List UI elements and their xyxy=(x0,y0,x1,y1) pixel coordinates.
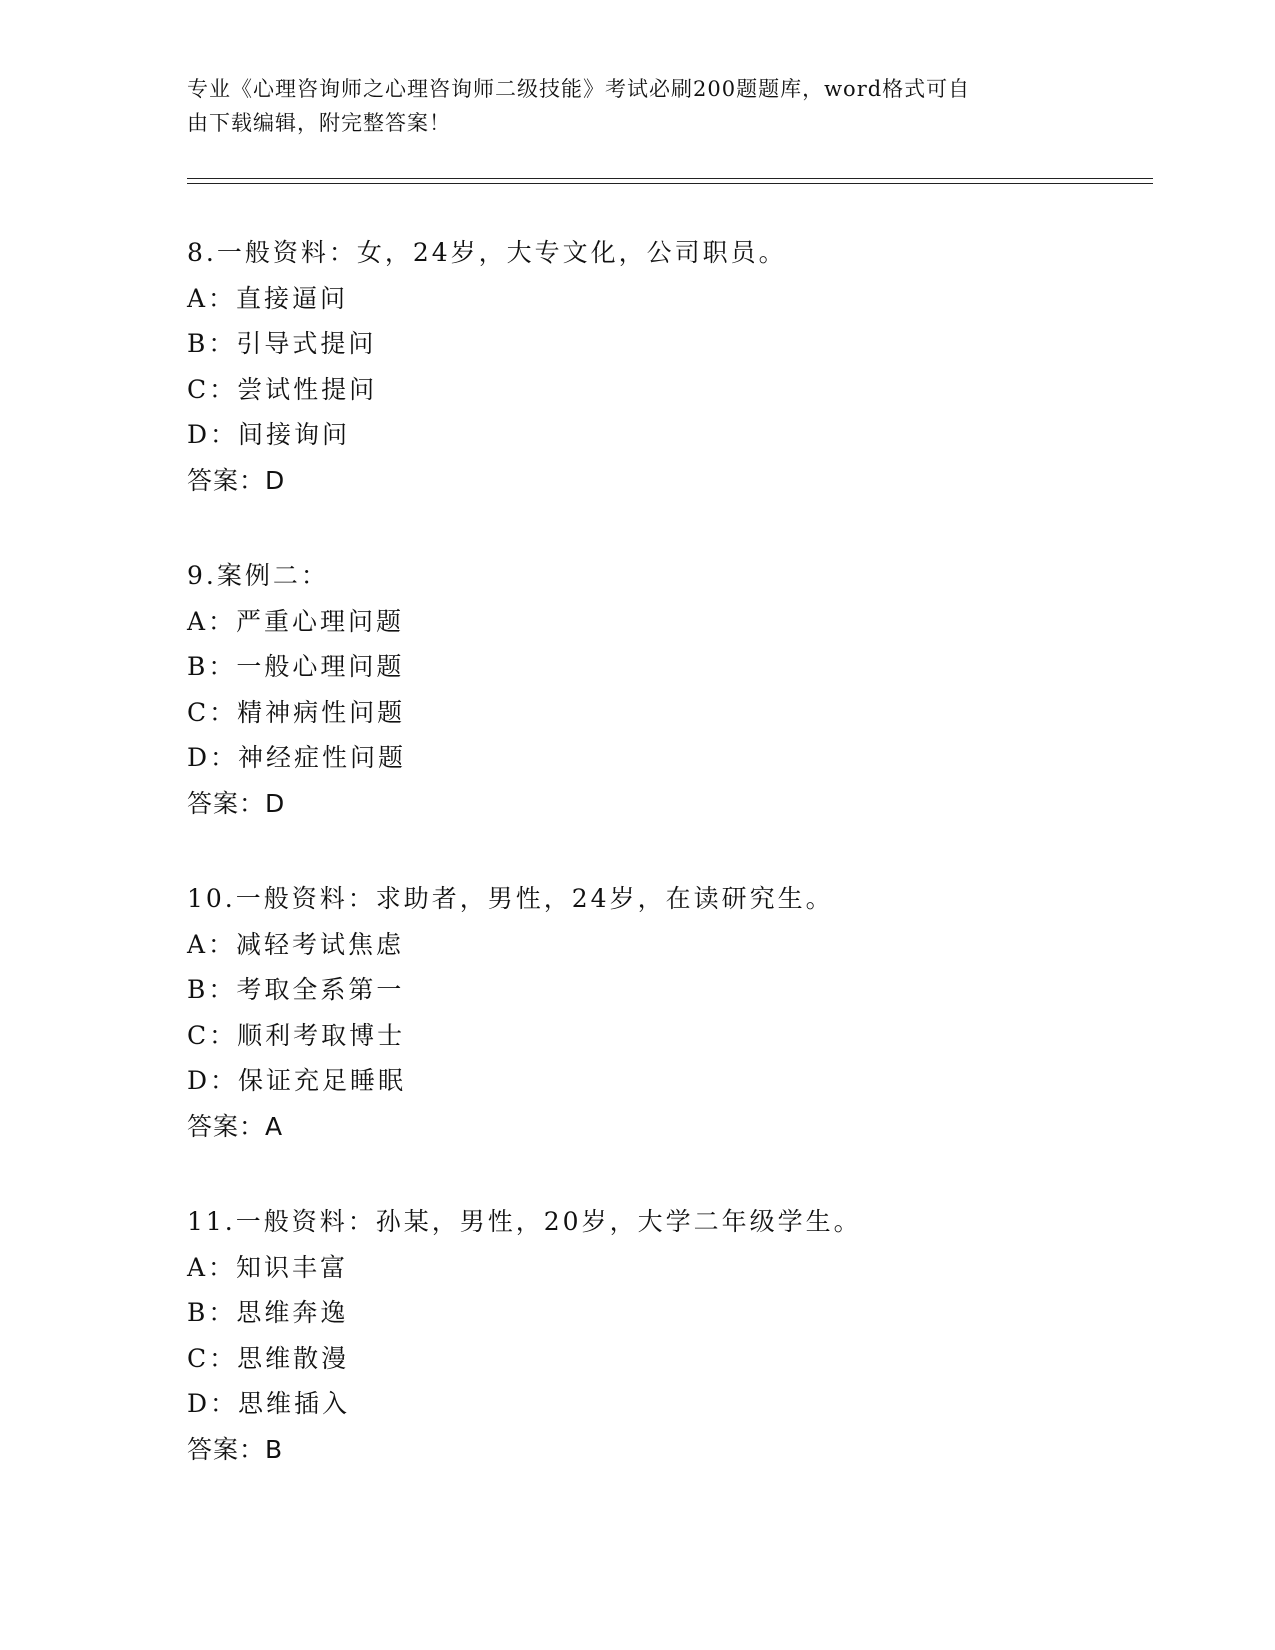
question-list xyxy=(187,230,1147,1522)
header-divider-top xyxy=(187,178,1153,179)
option-a: A：知识丰富 xyxy=(187,1252,349,1282)
option-a: A：严重心理问题 xyxy=(187,606,405,636)
option-c: C：顺利考取博士 xyxy=(187,1020,406,1050)
answer-line: 答案：B xyxy=(187,1434,284,1464)
question-10 xyxy=(187,876,1147,1149)
option-b: B：思维奔逸 xyxy=(187,1298,349,1327)
answer-line: 答案：D xyxy=(187,788,286,818)
header-line-2: 由下载编辑，附完整答案！ xyxy=(187,111,451,135)
question-9 xyxy=(187,553,1147,826)
option-d: D：思维插入 xyxy=(187,1389,351,1418)
question-11 xyxy=(187,1199,1147,1472)
answer-line: 答案：A xyxy=(187,1111,284,1141)
question-stem: 11.一般资料：孙某，男性，20岁，大学二年级学生。 xyxy=(187,1207,862,1236)
option-b: B：一般心理问题 xyxy=(187,652,405,681)
option-c: C：思维散漫 xyxy=(187,1343,350,1373)
option-c: C：尝试性提问 xyxy=(187,374,378,404)
header-line-1: 专业《心理咨询师之心理咨询师二级技能》考试必刷200题题库，word格式可自 xyxy=(187,77,971,101)
option-a: A：减轻考试焦虑 xyxy=(187,929,405,959)
option-b: B：引导式提问 xyxy=(187,329,377,358)
question-stem: 10.一般资料：求助者，男性，24岁，在读研究生。 xyxy=(187,884,834,913)
question-stem: 9.案例二： xyxy=(187,561,329,590)
option-a: A：直接逼问 xyxy=(187,283,349,313)
option-d: D：神经症性问题 xyxy=(187,743,407,772)
header-divider-bottom xyxy=(187,183,1153,184)
option-d: D：间接询问 xyxy=(187,420,351,449)
answer-line: 答案：D xyxy=(187,465,286,495)
option-d: D：保证充足睡眠 xyxy=(187,1066,407,1095)
option-b: B：考取全系第一 xyxy=(187,975,405,1004)
document-header xyxy=(187,72,1067,140)
option-c: C：精神病性问题 xyxy=(187,697,406,727)
question-8 xyxy=(187,230,1147,503)
question-stem: 8.一般资料：女，24岁，大专文化，公司职员。 xyxy=(187,238,787,267)
